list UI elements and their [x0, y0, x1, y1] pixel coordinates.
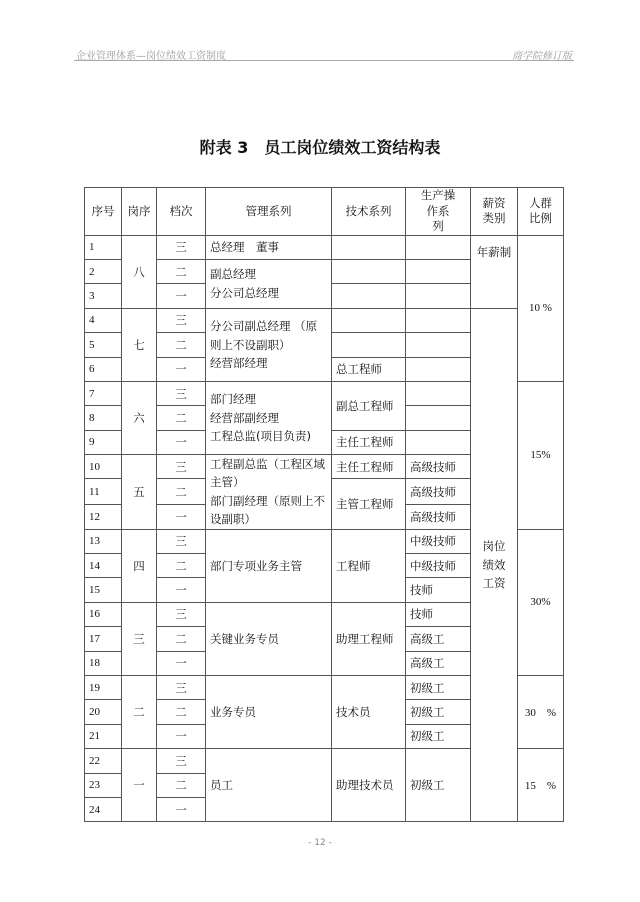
technical-series-cell: 主任工程师: [332, 430, 406, 454]
header-divider: [74, 60, 574, 61]
production-series-cell: 初级工: [406, 749, 471, 822]
management-series-cell: 部门经理 经营部副经理 工程总监(项目负责): [206, 381, 332, 454]
grade-cell: 三: [157, 381, 206, 405]
technical-series-cell: 主任工程师: [332, 455, 406, 479]
technical-series-cell: [332, 259, 406, 283]
production-series-cell: 技师: [406, 602, 471, 626]
technical-series-cell: [332, 284, 406, 308]
management-series-cell: 业务专员: [206, 675, 332, 748]
grade-cell: 一: [157, 505, 206, 529]
technical-series-cell: 助理工程师: [332, 602, 406, 675]
production-series-cell: 高级技师: [406, 505, 471, 529]
table-row: [85, 235, 564, 259]
grade-cell: 二: [157, 259, 206, 283]
production-series-cell: [406, 308, 471, 332]
col-header: 岗序: [122, 188, 157, 236]
production-series-cell: 中级技师: [406, 529, 471, 553]
row-number-cell: 24: [85, 797, 122, 821]
production-series-cell: [406, 406, 471, 430]
technical-series-cell: 工程师: [332, 529, 406, 602]
rank-cell: 一: [122, 749, 157, 822]
production-series-cell: [406, 259, 471, 283]
production-series-cell: 中级技师: [406, 554, 471, 578]
col-header: 序号: [85, 188, 122, 236]
production-series-cell: [406, 333, 471, 357]
grade-cell: 二: [157, 700, 206, 724]
row-number-cell: 22: [85, 749, 122, 773]
production-series-cell: [406, 357, 471, 381]
rank-cell: 四: [122, 529, 157, 602]
row-number-cell: 15: [85, 578, 122, 602]
grade-cell: 二: [157, 627, 206, 651]
grade-cell: 三: [157, 455, 206, 479]
production-series-cell: 高级工: [406, 627, 471, 651]
production-series-cell: [406, 430, 471, 454]
col-header: 生产操作系 列: [406, 188, 471, 236]
grade-cell: 三: [157, 675, 206, 699]
header-right: 商学院修订版: [512, 51, 572, 62]
row-number-cell: 23: [85, 773, 122, 797]
population-ratio-cell: 15 %: [518, 749, 564, 822]
rank-cell: 七: [122, 308, 157, 381]
row-number-cell: 14: [85, 554, 122, 578]
management-series-cell: 工程副总监（工程区域主管） 部门副经理（原则上不设副职）: [206, 455, 332, 530]
grade-cell: 二: [157, 406, 206, 430]
grade-cell: 三: [157, 749, 206, 773]
production-series-cell: [406, 284, 471, 308]
management-series-cell: 分公司副总经理 （原则上不设副职） 经营部经理: [206, 308, 332, 381]
col-header: 人群比例: [518, 188, 564, 236]
grade-cell: 一: [157, 724, 206, 748]
production-series-cell: [406, 235, 471, 259]
rank-cell: 三: [122, 602, 157, 675]
row-number-cell: 1: [85, 235, 122, 259]
population-ratio-cell: 30%: [518, 529, 564, 675]
production-series-cell: 初级工: [406, 675, 471, 699]
rank-cell: 六: [122, 381, 157, 454]
grade-cell: 一: [157, 797, 206, 821]
row-number-cell: 7: [85, 381, 122, 405]
grade-cell: 三: [157, 308, 206, 332]
rank-cell: 五: [122, 455, 157, 530]
management-series-cell: 员工: [206, 749, 332, 822]
table-header-row: [85, 188, 564, 236]
grade-cell: 二: [157, 333, 206, 357]
management-series-cell: 总经理 董事: [206, 235, 332, 259]
technical-series-cell: 主管工程师: [332, 479, 406, 529]
table-title: 附表 3 员工岗位绩效工资结构表: [199, 138, 441, 157]
grade-cell: 一: [157, 651, 206, 675]
grade-cell: 二: [157, 479, 206, 505]
production-series-cell: 技师: [406, 578, 471, 602]
population-ratio-cell: 30 %: [518, 675, 564, 748]
row-number-cell: 8: [85, 406, 122, 430]
grade-cell: 三: [157, 235, 206, 259]
row-number-cell: 16: [85, 602, 122, 626]
row-number-cell: 11: [85, 479, 122, 505]
technical-series-cell: [332, 235, 406, 259]
grade-cell: 二: [157, 554, 206, 578]
row-number-cell: 3: [85, 284, 122, 308]
col-header: 档次: [157, 188, 206, 236]
salary-type-cell: 年薪制: [471, 235, 518, 308]
row-number-cell: 19: [85, 675, 122, 699]
management-series-cell: 部门专项业务主管: [206, 529, 332, 602]
grade-cell: 一: [157, 284, 206, 308]
production-series-cell: [406, 381, 471, 405]
row-number-cell: 9: [85, 430, 122, 454]
row-number-cell: 18: [85, 651, 122, 675]
row-number-cell: 13: [85, 529, 122, 553]
technical-series-cell: [332, 308, 406, 332]
population-ratio-cell: 10 %: [518, 235, 564, 381]
row-number-cell: 17: [85, 627, 122, 651]
grade-cell: 一: [157, 578, 206, 602]
grade-cell: 三: [157, 529, 206, 553]
rank-cell: 八: [122, 235, 157, 308]
rank-cell: 二: [122, 675, 157, 748]
table-row: [85, 308, 564, 332]
production-series-cell: 初级工: [406, 724, 471, 748]
col-header: 薪资类别: [471, 188, 518, 236]
grade-cell: 三: [157, 602, 206, 626]
management-series-cell: 关键业务专员: [206, 602, 332, 675]
grade-cell: 一: [157, 430, 206, 454]
row-number-cell: 12: [85, 505, 122, 529]
row-number-cell: 21: [85, 724, 122, 748]
technical-series-cell: 副总工程师: [332, 381, 406, 430]
technical-series-cell: [332, 333, 406, 357]
salary-type-cell: 岗位绩效工资: [471, 308, 518, 822]
production-series-cell: 高级技师: [406, 479, 471, 505]
row-number-cell: 5: [85, 333, 122, 357]
technical-series-cell: 助理技术员: [332, 749, 406, 822]
row-number-cell: 6: [85, 357, 122, 381]
management-series-cell: 副总经理 分公司总经理: [206, 259, 332, 308]
grade-cell: 二: [157, 773, 206, 797]
row-number-cell: 2: [85, 259, 122, 283]
population-ratio-cell: 15%: [518, 381, 564, 529]
production-series-cell: 高级工: [406, 651, 471, 675]
col-header: 管理系列: [206, 188, 332, 236]
col-header: 技术系列: [332, 188, 406, 236]
salary-structure-table: [84, 187, 564, 822]
production-series-cell: 初级工: [406, 700, 471, 724]
technical-series-cell: 总工程师: [332, 357, 406, 381]
row-number-cell: 20: [85, 700, 122, 724]
header-left: 企业管理体系—岗位绩效工资制度: [76, 51, 226, 62]
production-series-cell: 高级技师: [406, 455, 471, 479]
grade-cell: 一: [157, 357, 206, 381]
page-number: - 12 -: [308, 838, 332, 848]
technical-series-cell: 技术员: [332, 675, 406, 748]
row-number-cell: 10: [85, 455, 122, 479]
row-number-cell: 4: [85, 308, 122, 332]
